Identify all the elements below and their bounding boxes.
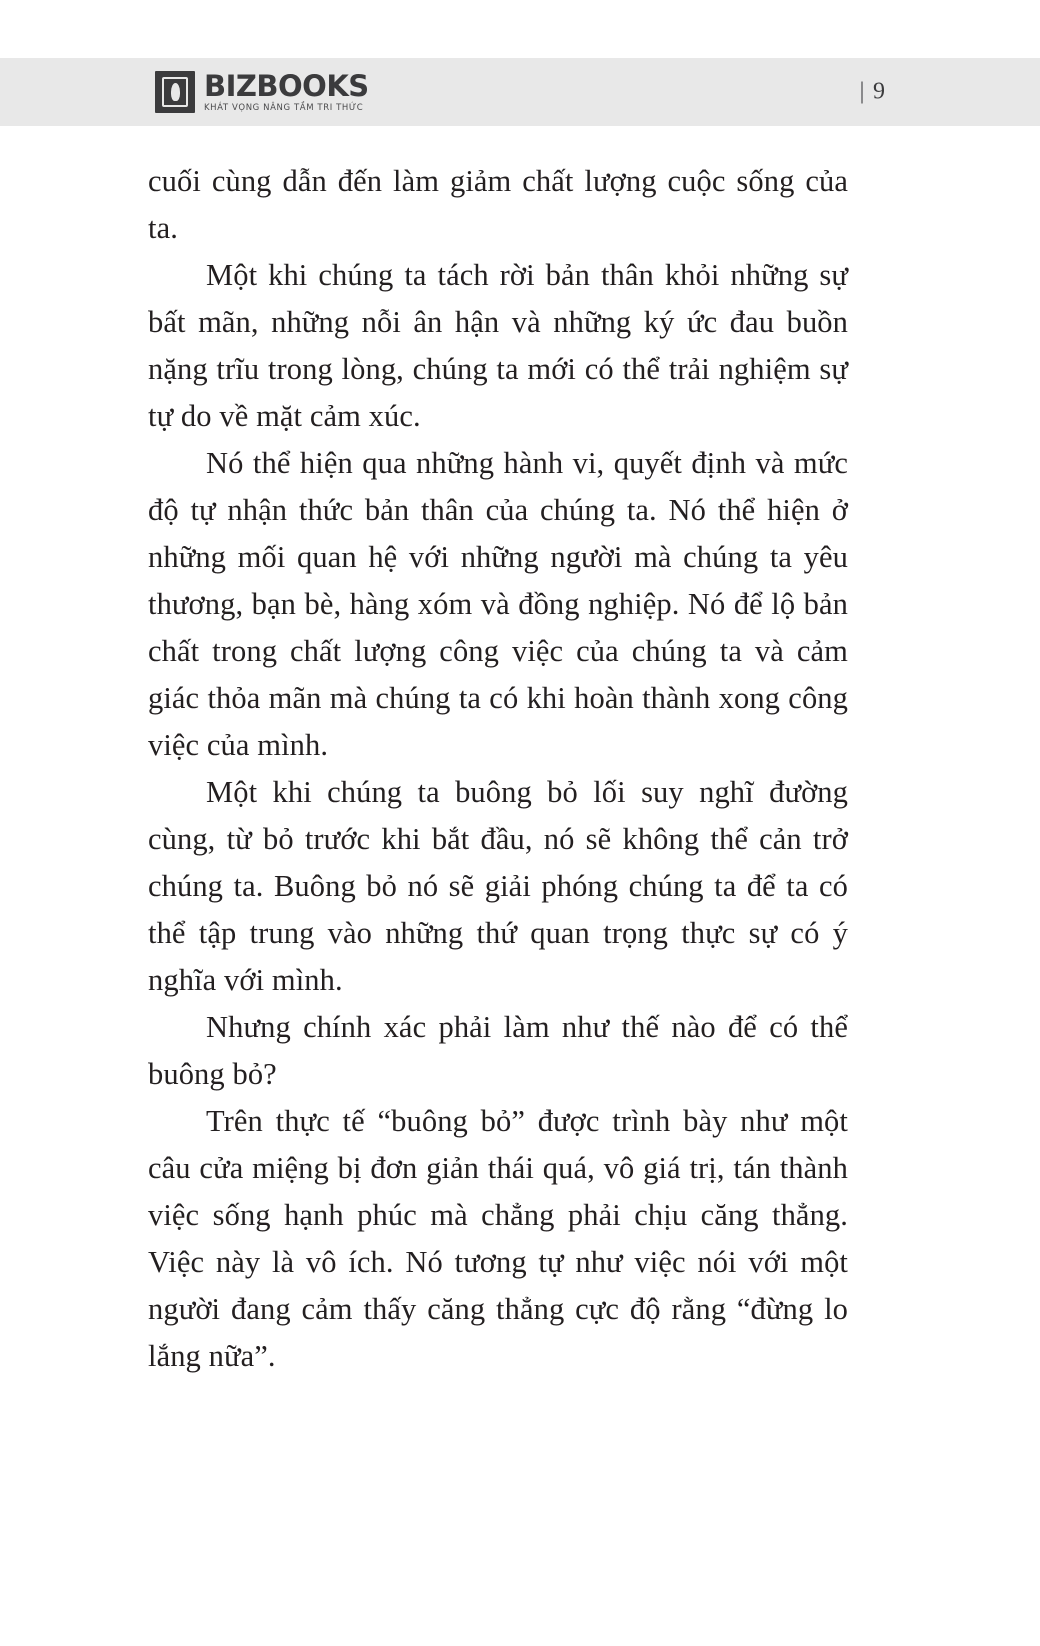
page-header [0, 58, 1040, 126]
paragraph: Nó thể hiện qua những hành vi, quyết định và mức độ tự nhận thức bản thân của chúng ta. Nó thể hiện ở những mối quan hệ với những người mà chúng ta yêu thương, bạn bè, hàng xóm và đồng nghiệp. Nó để lộ bản chất trong chất lượng công việc của chúng ta và cảm giác thỏa mãn mà chúng ta có khi hoàn thành xong công việc của mình. [148, 446, 848, 762]
paragraph: Trên thực tế “buông bỏ” được trình bày như một câu cửa miệng bị đơn giản thái quá, vô giá trị, tán thành việc sống hạnh phúc mà chẳng phải chịu căng thẳng. Việc này là vô ích. Nó tương tự như việc nói với một người đang cảm thấy căng thẳng cực độ rằng “đừng lo lắng nữa”. [148, 1104, 848, 1373]
publisher-tagline: KHÁT VỌNG NÂNG TẦM TRI THỨC [204, 102, 364, 113]
publisher-logo-text [204, 68, 369, 113]
folio-divider-icon [861, 81, 863, 103]
bizbooks-logo-icon [155, 71, 195, 113]
paragraph: Nhưng chính xác phải làm như thế nào để có thể buông bỏ? [148, 1010, 848, 1091]
publisher-name: BIZBOOKS [204, 68, 369, 103]
page-body [148, 158, 848, 1380]
paragraph: cuối cùng dẫn đến làm giảm chất lượng cuộc sống của ta. [148, 164, 848, 245]
page-folio [861, 79, 885, 106]
publisher-logo [155, 68, 369, 113]
paragraph: Một khi chúng ta tách rời bản thân khỏi những sự bất mãn, những nỗi ân hận và những ký ức đau buồn nặng trĩu trong lòng, chúng ta mới có thể trải nghiệm sự tự do về mặt cảm xúc. [148, 258, 848, 433]
page-number: 9 [873, 78, 885, 105]
paragraph: Một khi chúng ta buông bỏ lối suy nghĩ đường cùng, từ bỏ trước khi bắt đầu, nó sẽ không thể cản trở chúng ta. Buông bỏ nó sẽ giải phóng chúng ta để ta có thể tập trung vào những thứ quan trọng thực sự có ý nghĩa với mình. [148, 775, 848, 997]
